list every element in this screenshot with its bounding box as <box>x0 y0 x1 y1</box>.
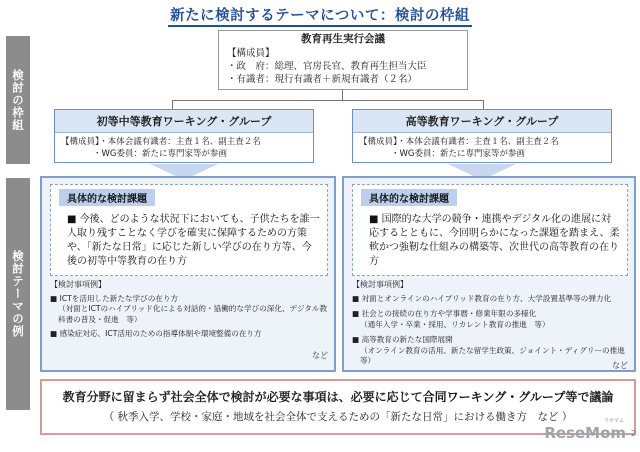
council-name: 教育再生実行会議 <box>301 33 385 45</box>
elementary-issue-text: ■ 今後、どのような状況下においても、子供たちを誰一人取り残すことなく学びを確実に保障するための方策や、「新たな日常」に応じた新しい学びの在り方等、今後の初等中等教育の在り方 <box>67 214 320 267</box>
wg-elementary-line: 【構成員】・本体会議有識者：主査１名、副主査２名 <box>61 137 261 147</box>
elementary-items-head: 【検討事項例】 <box>50 280 106 289</box>
joint-wg-text-a: 教育分野に留まらず社会全体で検討が必要な事項は、必要に応じて <box>62 390 423 404</box>
elementary-items <box>50 280 328 340</box>
connector-horizontal <box>172 100 484 109</box>
elementary-issue-tag: 具体的な検討課題 <box>59 189 155 206</box>
joint-wg-line1 <box>42 388 634 405</box>
higher-items <box>352 280 633 367</box>
higher-items-head: 【検討事項例】 <box>352 280 408 289</box>
list-item: ■ 高等教育の新たな国際展開 <box>352 335 453 344</box>
resemom-logo <box>544 418 626 442</box>
elementary-panel <box>40 176 336 372</box>
council-line: ・政 府：総理、官房長官、教育再生担当大臣 <box>227 61 427 72</box>
list-item: ■ 社会との接続の在り方や学事暦・修業年限の多様化 <box>352 309 537 318</box>
title-underline <box>168 25 472 27</box>
list-item: （オンライン教育の活用、新たな留学生政策、ジョイント・ディグリーの推進 等） <box>360 345 633 365</box>
wg-higher-line: ・WG委員：新たに専門家等が参画 <box>391 149 525 159</box>
council-box <box>218 30 468 90</box>
higher-nado: など <box>612 361 628 370</box>
higher-issue-text: ■ 国際的な大学の競争・連携やデジタル化の進展に対応するとともに、今回明らかになった課題を踏まえ、柔軟かつ強靭な仕組みの構築等、次世代の高等教育の在り方 <box>369 214 620 267</box>
list-item: ■ 対面とオンラインのハイブリッド教育の在り方、大学設置基準等の弾力化 <box>352 293 612 303</box>
wg-higher-title: 高等教育ワーキング・グループ <box>353 110 611 133</box>
elementary-issue-box <box>50 184 328 276</box>
higher-issue-tag: 具体的な検討課題 <box>361 189 457 206</box>
page-title: 新たに検討するテーマについて：検討の枠組 <box>170 8 470 24</box>
council-line: 【構成員】 <box>227 48 275 59</box>
side-label-themes: 検討テーマの例 <box>6 178 30 410</box>
higher-panel <box>342 176 636 372</box>
wg-higher-line: 【構成員】・本体会議有識者：主査１名、副主査２名 <box>359 137 559 147</box>
council-line: ・有識者：現行有識者＋新規有識者（２名） <box>227 74 418 85</box>
list-item: ■ ICTを活用した新たな学びの在り方 <box>50 293 179 303</box>
wg-elementary-box <box>54 109 314 163</box>
side-label-framework: 検討の枠組 <box>6 36 30 164</box>
elementary-nado: など <box>312 351 328 360</box>
page-number: 2 <box>630 429 636 438</box>
list-item: ■ 感染症対応、ICT活用のための指導体制や環境整備の在り方 <box>50 329 262 338</box>
joint-wg-text-c: 等で議論 <box>565 390 614 404</box>
wg-elementary-title: 初等中等教育ワーキング・グループ <box>55 110 313 133</box>
higher-issue-box <box>352 184 628 276</box>
logo-small: リセマム <box>604 418 624 424</box>
logo-text: ReseMom <box>544 424 626 442</box>
joint-wg-highlight: 合同ワーキング・グループ <box>422 390 566 404</box>
connector-vertical <box>342 90 343 100</box>
list-item: （通年入学・卒業・採用、リカレント教育の推進 等） <box>360 319 550 329</box>
wg-elementary-line: ・WG委員：新たに専門家等が参画 <box>93 149 227 159</box>
wg-higher-box <box>352 109 612 163</box>
joint-wg-line2: （ 秋季入学、学校・家庭・地域を社会全体で支えるための「新たな日常」における働き方 など ） <box>103 411 573 423</box>
list-item: （対面とICTのハイブリッド化による対話的・協働的な学びの深化、デジタル教科書の普及・促進 等） <box>58 304 328 324</box>
